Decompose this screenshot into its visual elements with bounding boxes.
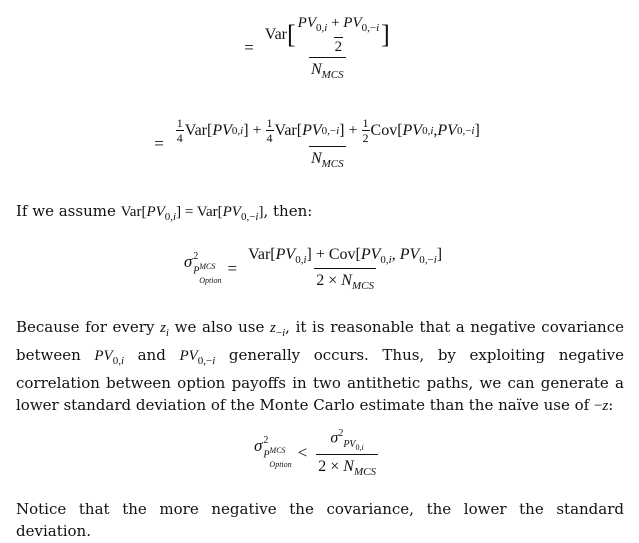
assumption-tail: , then:: [263, 202, 313, 220]
fraction-numerator: 1 4 Var[ PV 0,i ] + 1 4 Var[ PV 0,−i ] + 1 2 Cov[ PV 0,i , PV 0,−i ]: [176, 116, 480, 146]
fraction-numerator: $\sigma^2_{PV_{0,i}}$: [330, 428, 364, 452]
sigma-squared-lhs: σ 2 $P^{MCS}$ Option: [254, 434, 292, 470]
fraction-sigma-over-n: [316, 428, 378, 478]
equals-sign: =: [154, 134, 164, 153]
fraction-denominator: $2 \times N_{MCS}$: [316, 454, 378, 478]
paragraph-antithetic-explanation: Because for every $z_i$ we also use $z_{-i}$, it is reasonable that a negative covariance between $PV_{0,i}$ and $PV_{0,-i}$ generally occurs. Thus, by exploiting negative correlation between option payoffs in two antithetic paths, we can generate a lower standard deviation of the Monte Carlo estimate than the naïve use of −z:: [16, 318, 625, 414]
equals-sign: =: [244, 38, 254, 57]
assumption-lead: If we assume: [16, 202, 116, 220]
fraction-denominator: $N_{MCS}$: [309, 146, 346, 170]
less-than-sign: <: [297, 443, 308, 462]
paragraph-assumption: [16, 200, 624, 228]
fraction-expanded: [173, 117, 482, 170]
equation-sigma-inequality: [0, 428, 637, 478]
fraction-var-plus-cov: [246, 246, 444, 292]
var-operator: Var: [264, 25, 287, 43]
fraction-variance-over-n: [263, 15, 392, 81]
equation-expanded-variance: [0, 118, 639, 170]
equation-variance-average: [0, 14, 639, 82]
equals-sign: =: [227, 259, 238, 278]
sigma-squared-lhs: σ 2 $P^{MCS}$ Option: [183, 250, 222, 286]
equation-sigma-squared: [0, 244, 635, 294]
fraction-numerator: Var [ $\frac{PV_{0,i} + PV_{0,-i}}{2}$ ]: [264, 14, 390, 55]
fraction-numerator: $Var[PV_{0,i}] + Cov[PV_{0,i}$, $PV_{0,-i}$]: [248, 245, 443, 266]
inner-average-fraction: [297, 15, 380, 55]
assumption-condition: $Var[PV_{0,i}] = Var[PV_{0,-i}]$: [120, 204, 264, 223]
fraction-denominator: $N_{MCS}$: [309, 57, 346, 81]
inner-denominator: 2: [334, 38, 343, 55]
paragraph-conclusion: Notice that the more negative the covariance, the lower the standard deviation.: [16, 500, 624, 540]
fraction-denominator: $2 \times N_{MCS}$: [314, 268, 376, 292]
inner-numerator: $PV_{0,i} + PV_{0,-i}$: [297, 14, 380, 34]
